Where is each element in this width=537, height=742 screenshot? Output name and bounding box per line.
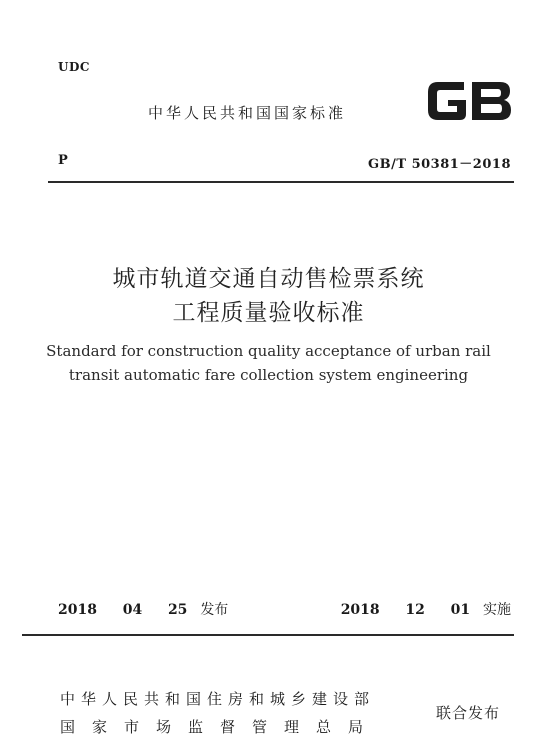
implementation-date-value: 2018 12 01 (340, 602, 471, 618)
issue-label: 发布 (200, 602, 229, 618)
title-cn-line-1: 城市轨道交通自动售检票系统 (112, 266, 425, 292)
top-divider (48, 181, 514, 183)
title-en-line-2: transit automatic fare collection system engineering (68, 366, 469, 384)
issue-date-value: 2018 04 25 (58, 602, 188, 618)
publisher-2: 国家市场监督管理总局 (60, 718, 381, 736)
bottom-divider (22, 634, 514, 636)
publisher-1: 中华人民共和国住房和城乡建设部 (60, 690, 376, 708)
udc-label: UDC (58, 60, 90, 74)
gb-logo-icon (424, 72, 514, 130)
category-code: P (58, 153, 68, 168)
standard-code: GB/T 50381－2018 (368, 157, 511, 172)
joint-release-label: 联合发布 (436, 704, 501, 722)
implementation-label: 实施 (483, 602, 511, 618)
title-cn-line-2: 工程质量验收标准 (172, 300, 365, 326)
issue-date (58, 599, 228, 619)
implementation-date (341, 599, 511, 619)
title-en-line-1: Standard for construction quality acceptance of urban rail (46, 342, 491, 360)
national-standard-heading: 中华人民共和国国家标准 (148, 104, 347, 122)
